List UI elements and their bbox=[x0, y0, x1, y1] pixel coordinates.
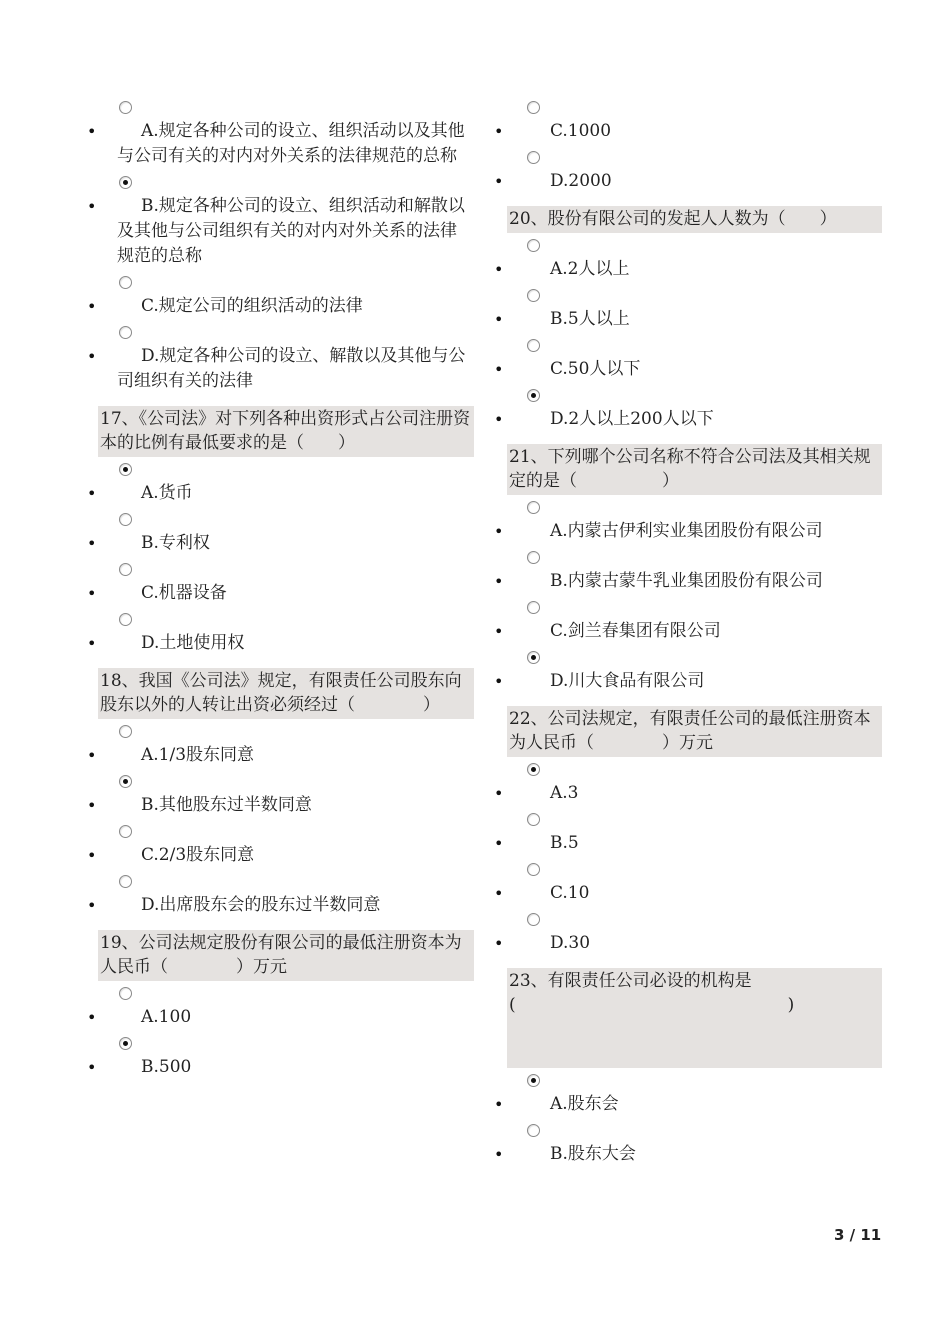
radio-row bbox=[84, 322, 476, 344]
bullet-icon: • bbox=[494, 260, 504, 279]
radio-row bbox=[492, 809, 884, 831]
bullet-icon: • bbox=[494, 360, 504, 379]
option-label: B.专利权 bbox=[141, 533, 210, 553]
radio-row bbox=[84, 172, 476, 194]
option-label: C.剑兰春集团有限公司 bbox=[550, 621, 721, 641]
radio-row bbox=[492, 597, 884, 619]
radio-row bbox=[492, 235, 884, 257]
answer-option[interactable] bbox=[492, 519, 884, 544]
radio-button[interactable] bbox=[527, 551, 540, 564]
radio-button[interactable] bbox=[119, 563, 132, 576]
radio-button[interactable] bbox=[119, 513, 132, 526]
radio-button[interactable] bbox=[527, 101, 540, 114]
radio-row bbox=[84, 509, 476, 531]
answer-option[interactable] bbox=[84, 631, 476, 656]
option-label: C.1000 bbox=[550, 121, 612, 141]
radio-row bbox=[84, 983, 476, 1005]
answer-option[interactable] bbox=[84, 843, 476, 868]
bullet-icon: • bbox=[87, 746, 97, 765]
bullet-icon: • bbox=[494, 622, 504, 641]
radio-button-selected[interactable] bbox=[527, 651, 540, 664]
question-text: 18、我国《公司法》规定，有限责任公司股东向股东以外的人转让出资必须经过（ ） bbox=[98, 668, 474, 719]
radio-button[interactable] bbox=[527, 1124, 540, 1137]
radio-row bbox=[492, 335, 884, 357]
answer-option[interactable] bbox=[492, 619, 884, 644]
option-label: D.30 bbox=[550, 933, 591, 953]
question-text: 23、有限责任公司必设的机构是( ) bbox=[507, 968, 882, 1068]
radio-row bbox=[492, 147, 884, 169]
option-label: C.规定公司的组织活动的法律 bbox=[141, 296, 363, 316]
bullet-icon: • bbox=[494, 572, 504, 591]
bullet-icon: • bbox=[494, 410, 504, 429]
radio-button-selected[interactable] bbox=[119, 463, 132, 476]
option-label: D.川大食品有限公司 bbox=[550, 671, 705, 691]
radio-button[interactable] bbox=[119, 725, 132, 738]
option-label: B.内蒙古蒙牛乳业集团股份有限公司 bbox=[550, 571, 823, 591]
radio-button[interactable] bbox=[527, 151, 540, 164]
bullet-icon: • bbox=[494, 172, 504, 191]
radio-button-selected[interactable] bbox=[527, 1074, 540, 1087]
radio-button[interactable] bbox=[527, 601, 540, 614]
radio-button[interactable] bbox=[119, 987, 132, 1000]
radio-row bbox=[492, 909, 884, 931]
radio-button-selected[interactable] bbox=[527, 389, 540, 402]
bullet-icon: • bbox=[87, 122, 97, 141]
question-text: 17、《公司法》对下列各种出资形式占公司注册资本的比例有最低要求的是（ ） bbox=[98, 406, 474, 457]
bullet-icon: • bbox=[494, 934, 504, 953]
radio-button-selected[interactable] bbox=[119, 176, 132, 189]
question-text: 20、股份有限公司的发起人人数为（ ） bbox=[507, 206, 882, 233]
option-label: A.规定各种公司的设立、组织活动以及其他与公司有关的对内对外关系的法律规范的总称 bbox=[117, 121, 465, 166]
radio-button[interactable] bbox=[119, 101, 132, 114]
answer-option[interactable] bbox=[492, 1092, 884, 1117]
option-label: A.1/3股东同意 bbox=[141, 745, 255, 765]
radio-button-selected[interactable] bbox=[119, 1037, 132, 1050]
bullet-icon: • bbox=[87, 297, 97, 316]
radio-row bbox=[492, 1070, 884, 1092]
option-label: C.机器设备 bbox=[141, 583, 227, 603]
radio-row bbox=[84, 272, 476, 294]
bullet-icon: • bbox=[87, 347, 97, 366]
option-label: B.5人以上 bbox=[550, 309, 630, 329]
bullet-icon: • bbox=[494, 784, 504, 803]
option-label: A.2人以上 bbox=[550, 259, 630, 279]
question-text: 22、公司法规定，有限责任公司的最低注册资本为人民币（ ）万元 bbox=[507, 706, 882, 757]
option-label: D.出席股东会的股东过半数同意 bbox=[141, 895, 381, 915]
answer-option[interactable] bbox=[492, 1142, 884, 1167]
option-label: B.规定各种公司的设立、组织活动和解散以及其他与公司组织有关的对内对外关系的法律规范的总称 bbox=[117, 196, 465, 266]
radio-row bbox=[492, 497, 884, 519]
answer-option[interactable] bbox=[84, 194, 476, 269]
bullet-icon: • bbox=[87, 484, 97, 503]
answer-option[interactable] bbox=[84, 294, 476, 319]
answer-option[interactable] bbox=[84, 531, 476, 556]
answer-option[interactable] bbox=[492, 931, 884, 956]
option-label: A.100 bbox=[141, 1007, 192, 1027]
answer-option[interactable] bbox=[84, 581, 476, 606]
answer-option[interactable] bbox=[492, 881, 884, 906]
radio-row bbox=[492, 285, 884, 307]
radio-row bbox=[492, 759, 884, 781]
radio-row bbox=[84, 871, 476, 893]
question-text: 21、下列哪个公司名称不符合公司法及其相关规定的是（ ） bbox=[507, 444, 882, 495]
answer-option[interactable] bbox=[492, 169, 884, 194]
radio-button[interactable] bbox=[527, 913, 540, 926]
bullet-icon: • bbox=[494, 522, 504, 541]
radio-button[interactable] bbox=[527, 863, 540, 876]
bullet-icon: • bbox=[494, 1145, 504, 1164]
answer-option[interactable] bbox=[84, 893, 476, 918]
radio-button[interactable] bbox=[527, 813, 540, 826]
option-label: C.50人以下 bbox=[550, 359, 641, 379]
bullet-icon: • bbox=[87, 584, 97, 603]
answer-option[interactable] bbox=[492, 357, 884, 382]
option-label: A.3 bbox=[550, 783, 579, 803]
option-label: D.土地使用权 bbox=[141, 633, 245, 653]
radio-row bbox=[492, 97, 884, 119]
radio-button[interactable] bbox=[119, 276, 132, 289]
bullet-icon: • bbox=[87, 197, 97, 216]
radio-button-selected[interactable] bbox=[527, 763, 540, 776]
answer-option[interactable] bbox=[492, 307, 884, 332]
radio-row bbox=[84, 821, 476, 843]
option-label: C.10 bbox=[550, 883, 590, 903]
bullet-icon: • bbox=[87, 634, 97, 653]
answer-option[interactable] bbox=[492, 257, 884, 282]
bullet-icon: • bbox=[87, 896, 97, 915]
radio-row bbox=[492, 859, 884, 881]
bullet-icon: • bbox=[494, 834, 504, 853]
bullet-icon: • bbox=[87, 1008, 97, 1027]
option-label: B.5 bbox=[550, 833, 579, 853]
bullet-icon: • bbox=[494, 672, 504, 691]
radio-row bbox=[84, 97, 476, 119]
answer-option[interactable] bbox=[84, 1005, 476, 1030]
radio-button[interactable] bbox=[527, 339, 540, 352]
radio-row bbox=[492, 385, 884, 407]
radio-button-selected[interactable] bbox=[119, 775, 132, 788]
option-label: B.股东大会 bbox=[550, 1144, 636, 1164]
option-label: A.股东会 bbox=[550, 1094, 619, 1114]
radio-button[interactable] bbox=[119, 326, 132, 339]
bullet-icon: • bbox=[87, 846, 97, 865]
option-label: B.500 bbox=[141, 1057, 192, 1077]
bullet-icon: • bbox=[494, 1095, 504, 1114]
radio-row bbox=[492, 1120, 884, 1142]
bullet-icon: • bbox=[87, 796, 97, 815]
answer-option[interactable] bbox=[84, 793, 476, 818]
radio-button[interactable] bbox=[119, 875, 132, 888]
radio-row bbox=[84, 721, 476, 743]
radio-button[interactable] bbox=[119, 825, 132, 838]
radio-row bbox=[84, 771, 476, 793]
page-number: 3 / 11 bbox=[834, 1226, 882, 1244]
option-label: C.2/3股东同意 bbox=[141, 845, 255, 865]
radio-button[interactable] bbox=[527, 501, 540, 514]
question-text: 19、公司法规定股份有限公司的最低注册资本为人民币（ ）万元 bbox=[98, 930, 474, 981]
answer-option[interactable] bbox=[492, 669, 884, 694]
answer-option[interactable] bbox=[84, 743, 476, 768]
radio-button[interactable] bbox=[527, 239, 540, 252]
option-label: A.内蒙古伊利实业集团股份有限公司 bbox=[550, 521, 823, 541]
answer-option[interactable] bbox=[492, 119, 884, 144]
radio-row bbox=[84, 559, 476, 581]
option-label: B.其他股东过半数同意 bbox=[141, 795, 312, 815]
option-label: D.2000 bbox=[550, 171, 612, 191]
answer-option[interactable] bbox=[84, 119, 476, 169]
answer-option[interactable] bbox=[492, 569, 884, 594]
option-label: D.规定各种公司的设立、解散以及其他与公司组织有关的法律 bbox=[117, 346, 466, 391]
radio-row bbox=[492, 547, 884, 569]
radio-row bbox=[84, 459, 476, 481]
answer-option[interactable] bbox=[492, 781, 884, 806]
bullet-icon: • bbox=[87, 534, 97, 553]
answer-option[interactable] bbox=[84, 344, 476, 394]
answer-option[interactable] bbox=[84, 481, 476, 506]
right-column bbox=[492, 97, 884, 1170]
bullet-icon: • bbox=[87, 1058, 97, 1077]
answer-option[interactable] bbox=[84, 1055, 476, 1080]
bullet-icon: • bbox=[494, 884, 504, 903]
bullet-icon: • bbox=[494, 310, 504, 329]
bullet-icon: • bbox=[494, 122, 504, 141]
radio-button[interactable] bbox=[527, 289, 540, 302]
option-label: D.2人以上200人以下 bbox=[550, 409, 714, 429]
left-column bbox=[84, 97, 476, 1083]
radio-row bbox=[84, 1033, 476, 1055]
radio-row bbox=[492, 647, 884, 669]
option-label: A.货币 bbox=[141, 483, 193, 503]
radio-button[interactable] bbox=[119, 613, 132, 626]
answer-option[interactable] bbox=[492, 407, 884, 432]
radio-row bbox=[84, 609, 476, 631]
answer-option[interactable] bbox=[492, 831, 884, 856]
